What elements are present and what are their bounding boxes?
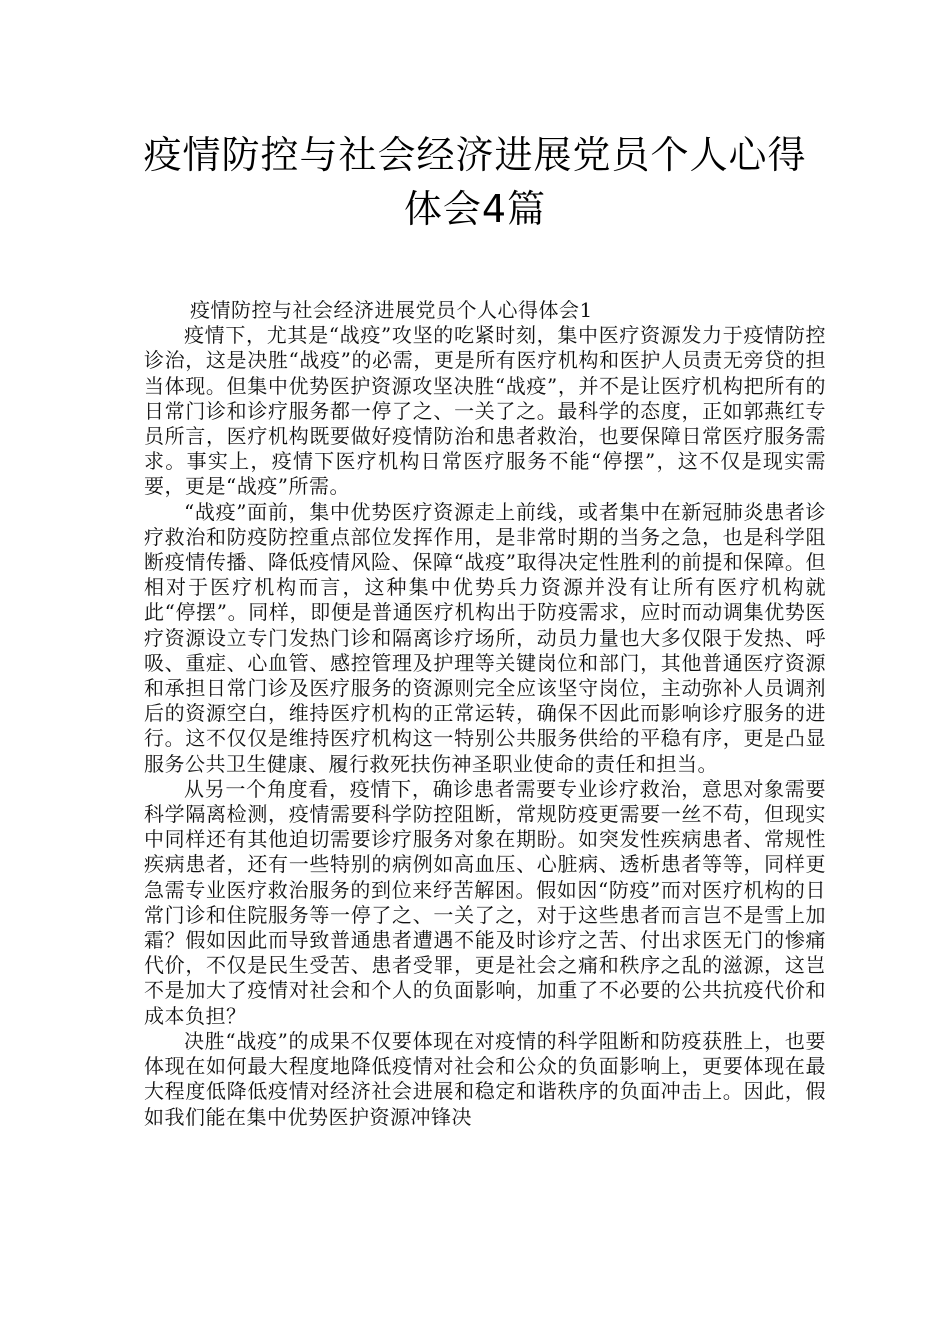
title-line-2: 体会4篇 <box>403 187 547 231</box>
document-body <box>144 298 826 1130</box>
paragraph: “战疫”面前，集中优势医疗资源走上前线，或者集中在新冠肺炎患者诊疗救治和防疫防控重点部位发挥作用，是非常时期的当务之急，也是科学阻断疫情传播、降低疫情风险、保障“战疫”取得决定性胜利的前提和保障。但相对于医疗机构而言，这种集中优势兵力资源并没有让所有医疗机构就此“停摆”。同样，即便是普通医疗机构出于防疫需求，应时而动调集优势医疗资源设立专门发热门诊和隔离诊疗场所，动员力量也大多仅限于发热、呼吸、重症、心血管、感控管理及护理等关键岗位和部门，其他普通医疗资源和承担日常门诊及医疗服务的资源则完全应该坚守岗位，主动弥补人员调剂后的资源空白，维持医疗机构的正常运转，确保不因此而影响诊疗服务的进行。这不仅仅是维持医疗机构这一特别公共服务供给的平稳有序，更是凸显服务公共卫生健康、履行救死扶伤神圣职业使命的责任和担当。 <box>144 499 826 776</box>
section-heading: 疫情防控与社会经济进展党员个人心得体会1 <box>190 298 593 322</box>
title-line-1: 疫情防控与社会经济进展党员个人心得 <box>143 133 807 177</box>
paragraph: 疫情下，尤其是“战疫”攻坚的吃紧时刻，集中医疗资源发力于疫情防控诊治，这是决胜“战疫”的必需，更是所有医疗机构和医护人员责无旁贷的担当体现。但集中优势医护资源攻坚决胜“战疫”，并不是让医疗机构把所有的日常门诊和诊疗服务都一停了之、一关了之。最科学的态度，正如郭燕红专员所言，医疗机构既要做好疫情防治和患者救治，也要保障日常医疗服务需求。事实上，疫情下医疗机构日常医疗服务不能“停摆”，这不仅是现实需要，更是“战疫”所需。 <box>144 323 826 499</box>
paragraph: 从另一个角度看，疫情下，确诊患者需要专业诊疗救治，意思对象需要科学隔离检测，疫情需要科学防控阻断，常规防疫更需要一丝不苟，但现实中同样还有其他迫切需要诊疗服务对象在期盼。如突发性疾病患者、常规性疾病患者，还有一些特别的病例如高血压、心脏病、透析患者等等，同样更急需专业医疗救治服务的到位来纾苦解困。假如因“防疫”而对医疗机构的日常门诊和住院服务等一停了之、一关了之，对于这些患者而言岂不是雪上加霜？假如因此而导致普通患者遭遇不能及时诊疗之苦、付出求医无门的惨痛代价，不仅是民生受苦、患者受罪，更是社会之痛和秩序之乱的滋源，这岂不是加大了疫情对社会和个人的负面影响，加重了不必要的公共抗疫代价和成本负担？ <box>144 776 826 1028</box>
paragraph: 决胜“战疫”的成果不仅要体现在对疫情的科学阻断和防疫获胜上，也要体现在如何最大程度地降低疫情对社会和公众的负面影响上，更要体现在最大程度低降低疫情对经济社会进展和稳定和谐秩序的负面冲击上。因此，假如我们能在集中优势医护资源冲锋决 <box>144 1028 826 1129</box>
document-title <box>0 128 950 236</box>
